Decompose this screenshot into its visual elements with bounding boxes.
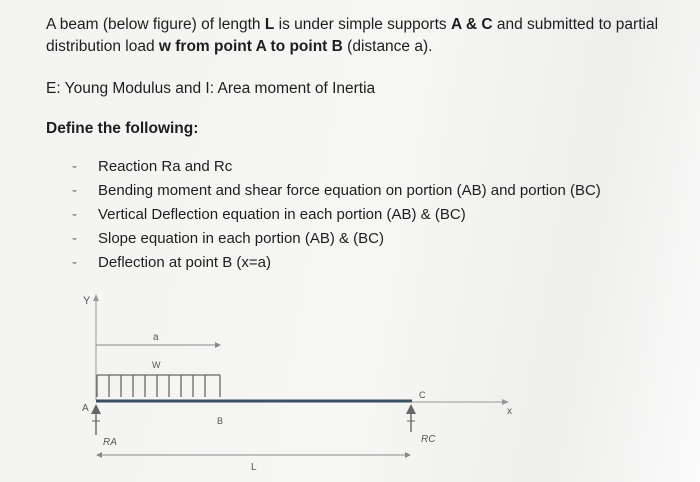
- load-w-label: W: [152, 360, 161, 370]
- task-text: Reaction Ra and Rc: [98, 158, 233, 175]
- support-c-arrowhead-icon: [406, 404, 416, 414]
- reaction-c-label: RC: [421, 434, 436, 445]
- bullet-dash: -: [72, 254, 77, 271]
- dimension-a-label: a: [153, 332, 159, 343]
- definitions-line: E: Young Modulus and I: Area moment of Inertia: [46, 80, 376, 97]
- reaction-a-label: RA: [103, 437, 117, 448]
- support-a-arrowhead-icon: [91, 404, 101, 414]
- point-b-label: B: [217, 416, 224, 426]
- task-text: Vertical Deflection equation in each portion (AB) & (BC): [98, 206, 466, 223]
- x-axis-arrow-icon: [502, 399, 509, 405]
- load-phrase: w from point A to point B: [158, 38, 343, 55]
- y-axis-arrow-icon: [93, 294, 99, 301]
- supports-symbols: A & C: [450, 16, 493, 33]
- task-text: Slope equation in each portion (AB) & (BC): [98, 230, 384, 247]
- distributed-load: [97, 375, 220, 397]
- bullet-dash: -: [72, 206, 77, 223]
- bullet-dash: -: [72, 182, 77, 199]
- dimension-l-label: L: [251, 462, 257, 473]
- point-a-label: A: [82, 403, 89, 414]
- x-axis-label: x: [507, 406, 512, 417]
- length-symbol: L: [264, 16, 275, 33]
- y-axis-label: Y: [83, 295, 91, 307]
- task-text: Bending moment and shear force equation on portion (AB) and portion (BC): [98, 182, 601, 199]
- intro-part-1: A beam (below figure) of length: [46, 16, 261, 33]
- intro-part-2: is under simple supports: [278, 16, 447, 33]
- intro-part-3: and submitted to partial distribution load: [46, 16, 659, 55]
- bullet-dash: -: [72, 158, 77, 175]
- bullet-dash: -: [72, 230, 77, 247]
- define-heading: Define the following:: [46, 120, 199, 137]
- point-c-label: C: [419, 390, 426, 400]
- intro-part-4: (distance a).: [347, 38, 433, 55]
- task-text: Deflection at point B (x=a): [98, 254, 272, 271]
